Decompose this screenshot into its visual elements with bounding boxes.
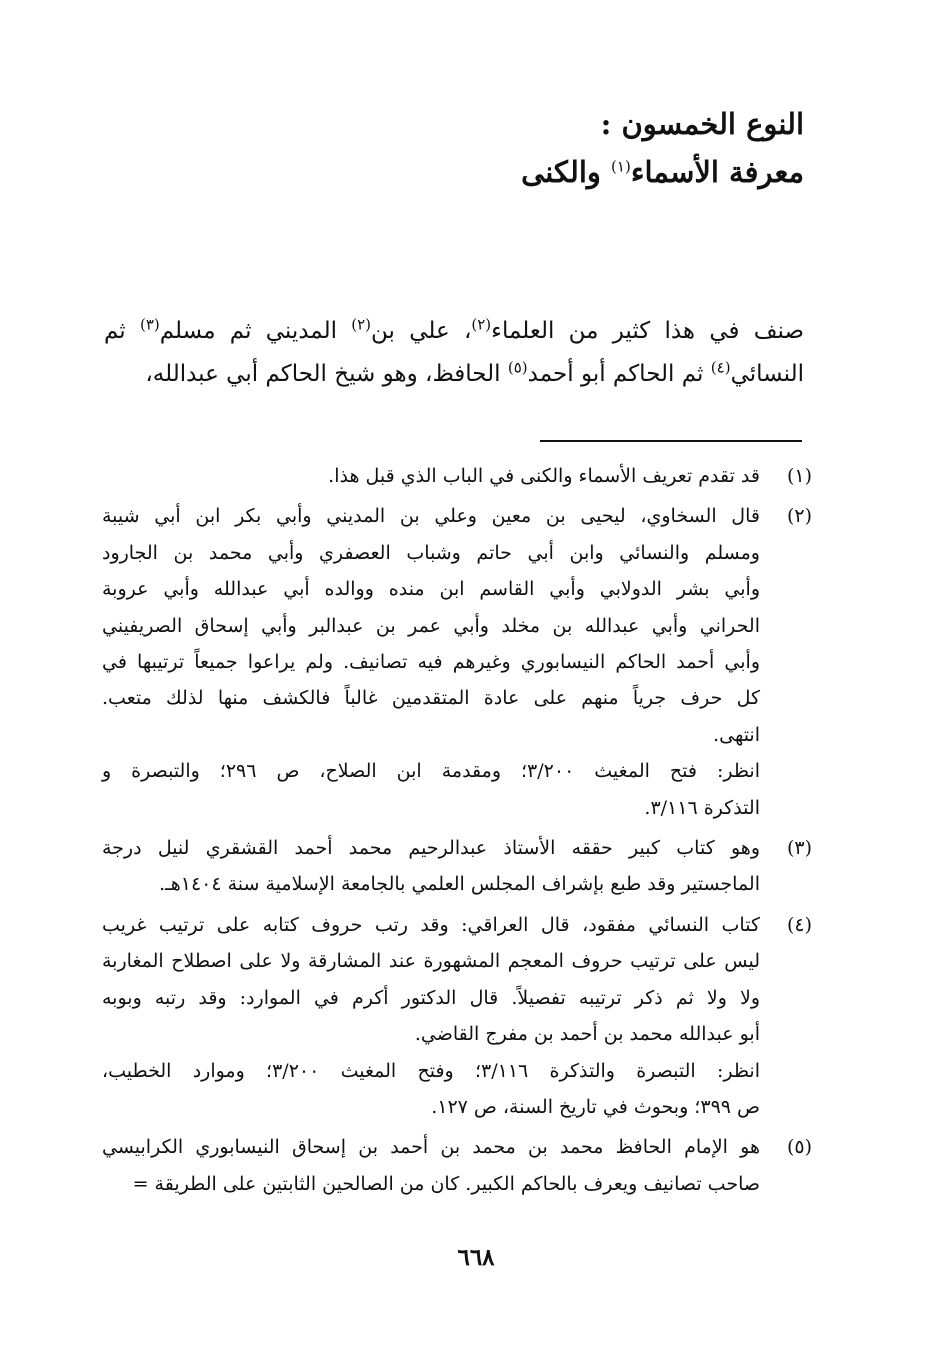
footnote — [102, 1129, 812, 1202]
footnote-line: هو الإمام الحافظ محمد بن محمد بن أحمد بن إسحاق النيسابوري الكرابيسي — [102, 1136, 760, 1159]
body-seg: الحافظ، وهو شيخ الحاكم أبي عبدالله، — [145, 361, 508, 387]
footnote-line: كتاب النسائي مفقود، قال العراقي: وقد رتب حروف كتابه على ترتيب غريب — [102, 913, 760, 936]
footnote — [102, 830, 812, 903]
footnote-line: قال السخاوي، ليحيى بن معين وعلي بن المديني وأبي بكر ابن أبي شيبة — [102, 505, 760, 528]
footnote-line: ص ٣٩٩؛ وبحوث في تاريخ السنة، ص ١٢٧. — [431, 1095, 760, 1118]
footnote-line: الحراني وأبي عبدالله بن مخلد وأبي عمر بن عبدالبر وأبي إسحاق الصريفيني — [102, 614, 760, 637]
footnote-ref-4: (٤) — [710, 358, 731, 377]
body-seg: ، علي بن — [371, 318, 472, 344]
footnote — [102, 458, 812, 494]
footnote-ref-1: (١) — [611, 157, 631, 176]
footnote-line: أبو عبدالله محمد بن أحمد بن مفرج القاضي. — [414, 1023, 760, 1046]
chapter-title-line2 — [204, 148, 804, 196]
body-seg: ثم النسائي — [104, 318, 804, 387]
footnote-line: الماجستير وقد طبع بإشراف المجلس العلمي بالجامعة الإسلامية سنة ١٤٠٤هـ. — [159, 873, 760, 896]
footnote-line: كل حرف جرياً منهم على عادة المتقدمين غالباً فالكشف منها لذلك متعب. — [102, 687, 760, 710]
body-seg: صنف في هذا كثير من العلماء — [491, 318, 805, 344]
footnote — [102, 907, 812, 1125]
footnote-ref-5: (٥) — [507, 358, 528, 377]
page-number: ٦٦٨ — [457, 1244, 495, 1271]
chapter-heading — [204, 100, 804, 196]
footnote-number: (١) — [786, 465, 812, 487]
footnote-ref-2: (٢) — [471, 315, 492, 334]
chapter-title-end: والكنى — [521, 155, 601, 189]
footnote — [102, 498, 812, 826]
footnote-number: (٥) — [786, 1136, 812, 1159]
footnote-divider — [540, 440, 802, 442]
footnote-line: قد تقدم تعريف الأسماء والكنى في الباب الذي قبل هذا. — [328, 465, 760, 487]
footnote-line: وأبي بشر الدولابي وأبي القاسم ابن منده ووالده أبي عبدالله وأبي عروبة — [102, 578, 760, 601]
footnote-number: (٢) — [786, 505, 812, 528]
footnote-number: (٣) — [786, 837, 812, 860]
chapter-title-main: معرفة الأسماء — [630, 155, 804, 189]
footnote-ref-2b: (٢) — [351, 315, 372, 334]
chapter-title-line1: النوع الخمسون : — [600, 107, 804, 141]
footnote-line: التذكرة ٣/١١٦. — [644, 796, 760, 819]
footnotes-section — [102, 458, 812, 1206]
footnote-line: انظر: التبصرة والتذكرة ٣/١١٦؛ وفتح المغيث ٣/٢٠٠؛ وموارد الخطيب، — [102, 1059, 760, 1082]
footnote-line: ليس على ترتيب حروف المعجم المشهورة عند المشارقة ولا على اصطلاح المغاربة — [102, 950, 760, 973]
footnote-line: وهو كتاب كبير حققه الأستاذ عبدالرحيم محمد أحمد القشقري لنيل درجة — [102, 837, 760, 860]
footnote-line: ولا ولا ثم ذكر ترتيبه تفصيلاً. قال الدكتور أكرم في الموارد: وقد رتبه وبوبه — [102, 986, 760, 1009]
footnote-line: صاحب تصانيف ويعرف بالحاكم الكبير. كان من الصالحين الثابتين على الطريقة = — [132, 1172, 760, 1195]
body-seg: المديني ثم مسلم — [159, 318, 352, 344]
footnote-ref-3: (٣) — [139, 315, 160, 334]
footnote-line: وأبي أحمد الحاكم النيسابوري وغيرهم فيه تصانيف. ولم يراعوا جميعاً ترتيبها في — [102, 651, 760, 674]
footnote-line: ومسلم والنسائي وابن أبي حاتم وشباب العصفري وأبي محمد بن الجارود — [102, 541, 760, 564]
footnote-line: انظر: فتح المغيث ٣/٢٠٠؛ ومقدمة ابن الصلاح، ص ٢٩٦؛ والتبصرة و — [102, 760, 760, 783]
body-paragraph — [104, 310, 804, 396]
footnote-line: انتهى. — [713, 723, 760, 746]
footnote-number: (٤) — [786, 913, 812, 936]
body-seg: ثم الحاكم أبو أحمد — [527, 361, 711, 387]
